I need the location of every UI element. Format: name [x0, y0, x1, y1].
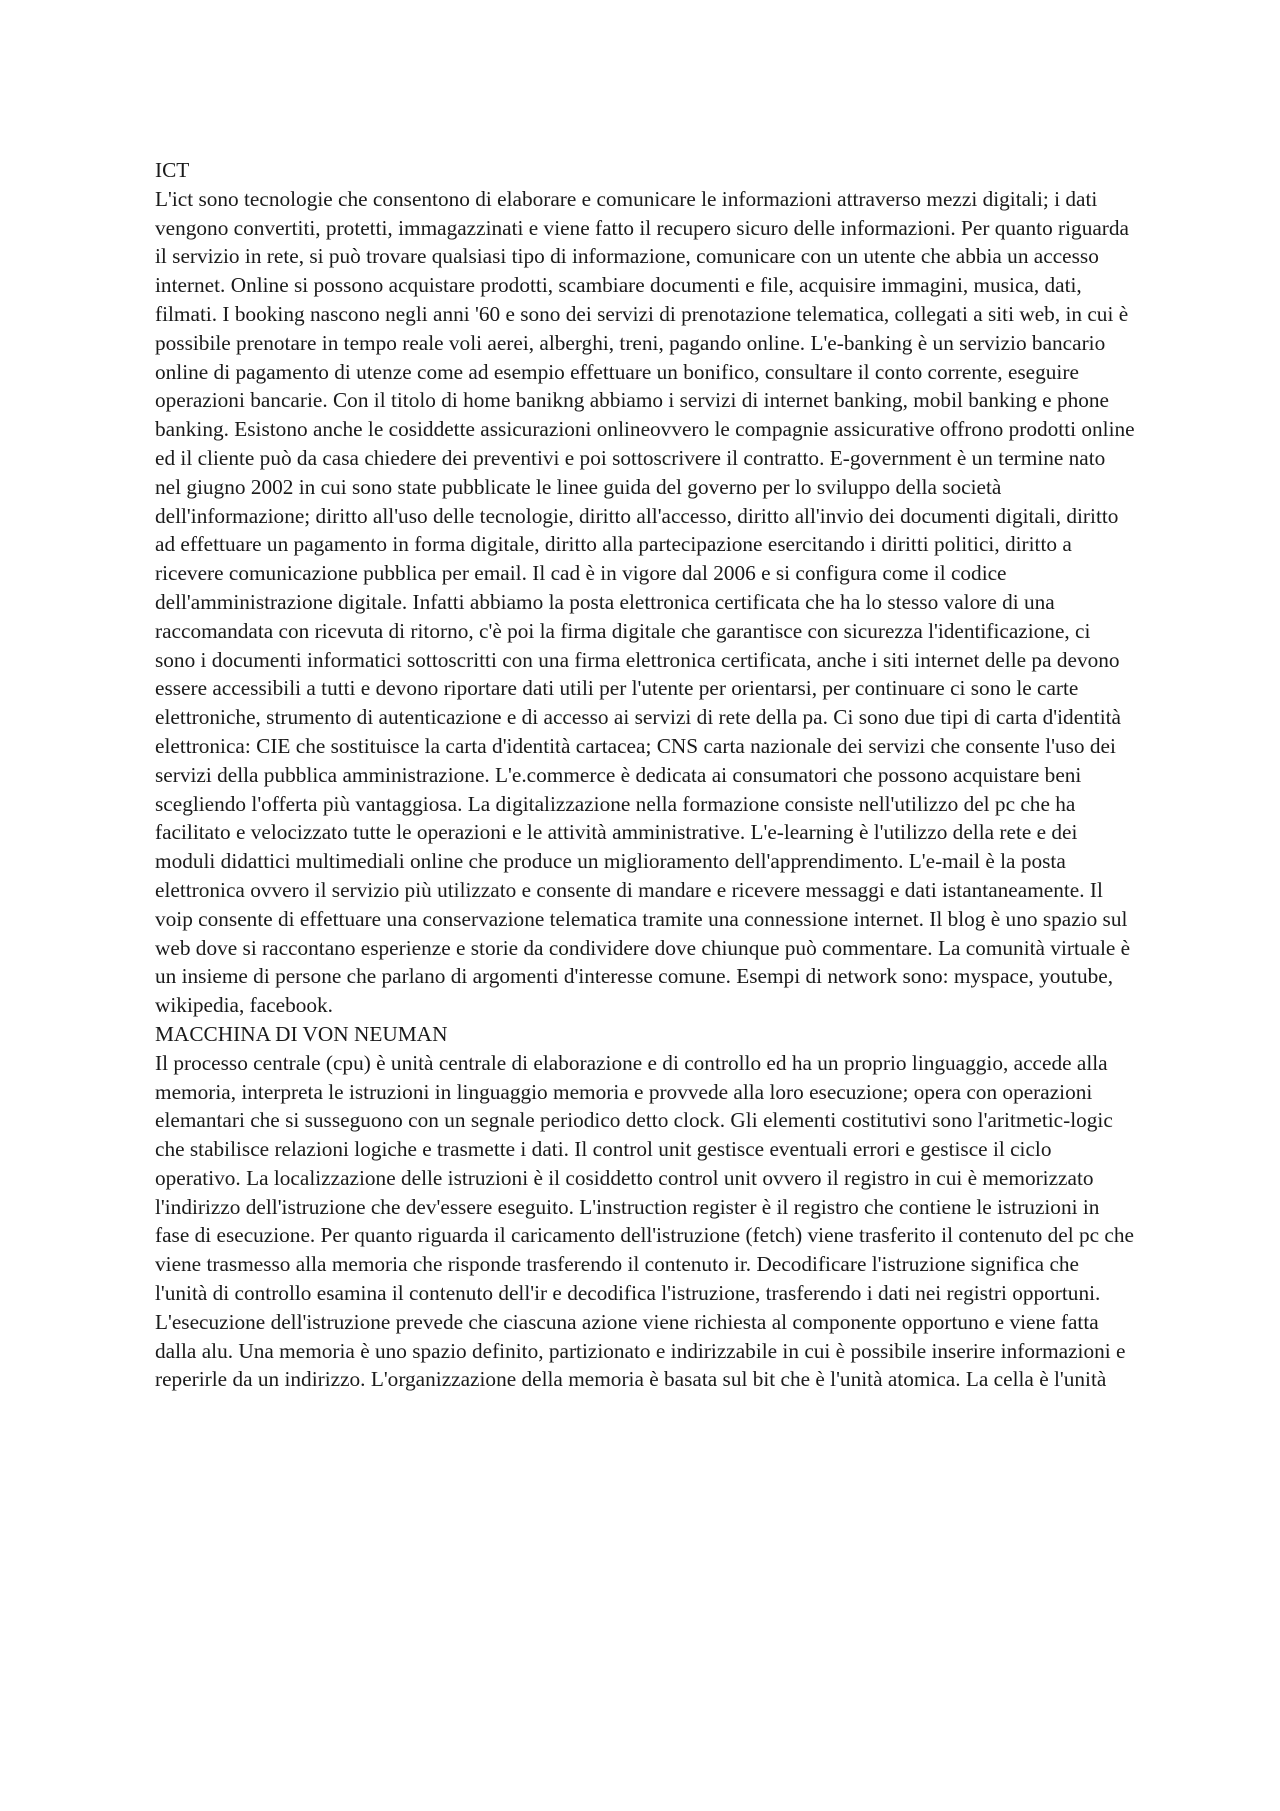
section-heading-von-neuman: MACCHINA DI VON NEUMAN	[155, 1021, 448, 1046]
section-heading-ict: ICT	[155, 158, 190, 182]
document-page	[155, 156, 1135, 1394]
section-body-von-neuman: Il processo centrale (cpu) è unità centrale di elaborazione e di controllo ed ha un proprio linguaggio, accede alla memoria, interpreta le istruzioni in linguaggio memoria e provvede alla loro esecuzione; opera con operazioni elemantari che si susseguono con un segnale periodico detto clock. Gli elementi costitutivi sono l'aritmetic-logic che stabilisce relazioni logiche e trasmette i dati. Il control unit gestisce eventuali errori e gestisce il ciclo operativo. La localizzazione delle istruzioni è il cosiddetto control unit ovvero il registro in cui è memorizzato l'indirizzo dell'istruzione che dev'essere eseguito. L'instruction register è il registro che contiene le istruzioni in fase di esecuzione. Per quanto riguarda il caricamento dell'istruzione (fetch) viene trasferito il contenuto del pc che viene trasmesso alla memoria che risponde trasferendo il contenuto ir. Decodificare l'istruzione significa che l'unità di controllo esamina il contenuto dell'ir e decodifica l'istruzione, trasferendo i dati nei registri opportuni. L'esecuzione dell'istruzione prevede che ciascuna azione viene richiesta al componente opportuno e viene fatta dalla alu. Una memoria è uno spazio definito, partizionato e indirizzabile in cui è possibile inserire informazioni e reperirle da un indirizzo. L'organizzazione della memoria è basata sul bit che è l'unità atomica. La cella è l'unità	[155, 1050, 1134, 1392]
section-body-ict: L'ict sono tecnologie che consentono di elaborare e comunicare le informazioni attraverso mezzi digitali; i dati vengono convertiti, protetti, immagazzinati e viene fatto il recupero sicuro delle informazioni. Per quanto riguarda il servizio in rete, si può trovare qualsiasi tipo di informazione, comunicare con un utente che abbia un accesso internet. Online si possono acquistare prodotti, scambiare documenti e file, acquisire immagini, musica, dati, filmati. I booking nascono negli anni '60 e sono dei servizi di prenotazione telematica, collegati a siti web, in cui è possibile prenotare in tempo reale voli aerei, alberghi, treni, pagando online. L'e-banking è un servizio bancario online di pagamento di utenze come ad esempio effettuare un bonifico, consultare il conto corrente, eseguire operazioni bancarie. Con il titolo di home banikng abbiamo i servizi di internet banking, mobil banking e phone banking. Esistono anche le cosiddette assicurazioni onlineovvero le compagnie assicurative offrono prodotti online ed il cliente può da casa chiedere dei preventivi e poi sottoscrivere il contratto. E-government è un termine nato nel giugno 2002 in cui sono state pubblicate le linee guida del governo per lo sviluppo della società dell'informazione; diritto all'uso delle tecnologie, diritto all'accesso, diritto all'invio dei documenti digitali, diritto ad effettuare un pagamento in forma digitale, diritto alla partecipazione esercitando i diritti politici, diritto a ricevere comunicazione pubblica per email. Il cad è in vigore dal 2006 e si configura come il codice dell'amministrazione digitale. Infatti abbiamo la posta elettronica certificata che ha lo stesso valore di una raccomandata con ricevuta di ritorno, c'è poi la firma digitale che garantisce con sicurezza l'identificazione, ci sono i documenti informatici sottoscritti con una firma elettronica certificata, anche i siti internet delle pa devono essere accessibili a tutti e devono riportare dati utili per l'utente per orientarsi, per continuare ci sono le carte elettroniche, strumento di autenticazione e di accesso ai servizi di rete della pa. Ci sono due tipi di carta d'identità elettronica: CIE che sostituisce la carta d'identità cartacea; CNS carta nazionale dei servizi che consente l'uso dei servizi della pubblica amministrazione. L'e.commerce è dedicata ai consumatori che possono acquistare beni scegliendo l'offerta più vantaggiosa. La digitalizzazione nella formazione consiste nell'utilizzo del pc che ha facilitato e velocizzato tutte le operazioni e le attività amministrative. L'e-learning è l'utilizzo della rete e dei moduli didattici multimediali online che produce un miglioramento dell'apprendimento. L'e-mail è la posta elettronica ovvero il servizio più utilizzato e consente di mandare e ricevere messaggi e dati istantaneamente. Il voip consente di effettuare una conservazione telematica tramite una connessione internet. Il blog è uno spazio sul web dove si raccontano esperienze e storie da condividere dove chiunque può commentare. La comunità virtuale è un insieme di persone che parlano di argomenti d'interesse comune. Esempi di network sono: myspace, youtube, wikipedia, facebook.	[155, 186, 1135, 1018]
